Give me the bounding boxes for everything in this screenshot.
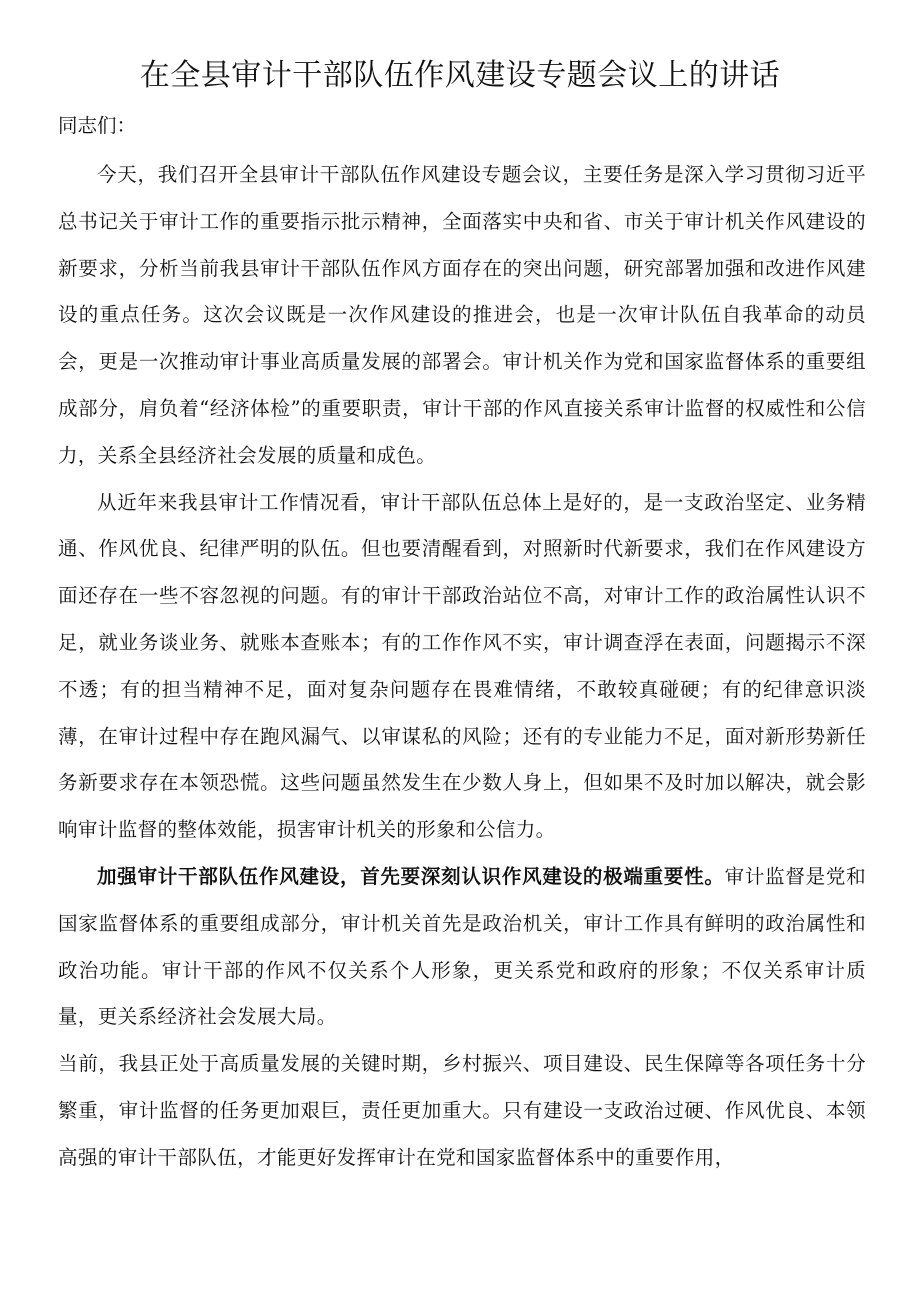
paragraph-4: 当前，我县正处于高质量发展的关键时期，乡村振兴、项目建设、民生保障等各项任务十分繁重，审计监督的任务更加艰巨，责任更加重大。只有建设一支政治过硬、作风优良、本领高强的审计干部队伍，才能更好发挥审计在党和国家监督体系中的重要作用，	[58, 1052, 866, 1169]
paragraph-1: 今天，我们召开全县审计干部队伍作风建设专题会议，主要任务是深入学习贯彻习近平总书记关于审计工作的重要指示批示精神，全面落实中央和省、市关于审计机关作风建设的新要求，分析当前我县审计干部队伍作风方面存在的突出问题，研究部署加强和改进作风建设的重点任务。这次会议既是一次作风建设的推进会，也是一次审计队伍自我革命的动员会，更是一次推动审计事业高质量发展的部署会。审计机关作为党和国家监督体系的重要组成部分，肩负着“经济体检”的重要职责，审计干部的作风直接关系审计监督的权威性和公信力，关系全县经济社会发展的质量和成色。	[58, 163, 866, 467]
document-body	[58, 152, 866, 1182]
paragraph-3	[58, 854, 866, 1041]
salutation: 同志们：	[58, 114, 137, 137]
document-title: 在全县审计干部队伍作风建设专题会议上的讲话	[139, 58, 781, 93]
paragraph-2: 从近年来我县审计工作情况看，审计干部队伍总体上是好的，是一支政治坚定、业务精通、作风优良、纪律严明的队伍。但也要清醒看到，对照新时代新要求，我们在作风建设方面还存在一些不容忽视的问题。有的审计干部政治站位不高，对审计工作的政治属性认识不足，就业务谈业务、就账本查账本；有的工作作风不实，审计调查浮在表面，问题揭示不深不透；有的担当精神不足，面对复杂问题存在畏难情绪，不敢较真碰硬；有的纪律意识淡薄，在审计过程中存在跑风漏气、以审谋私的风险；还有的专业能力不足，面对新形势新任务新要求存在本领恐慌。这些问题虽然发生在少数人身上，但如果不及时加以解决，就会影响审计监督的整体效能，损害审计机关的形象和公信力。	[58, 490, 866, 842]
paragraph-3-text: 审计监督是党和国家监督体系的重要组成部分，审计机关首先是政治机关，审计工作具有鲜明的政治属性和政治功能。审计干部的作风不仅关系个人形象，更关系党和政府的形象；不仅关系审计质量，更关系经济社会发展大局。	[58, 864, 866, 1029]
paragraph-3-lead: 加强审计干部队伍作风建设，首先要深刻认识作风建设的极端重要性。	[97, 864, 725, 888]
